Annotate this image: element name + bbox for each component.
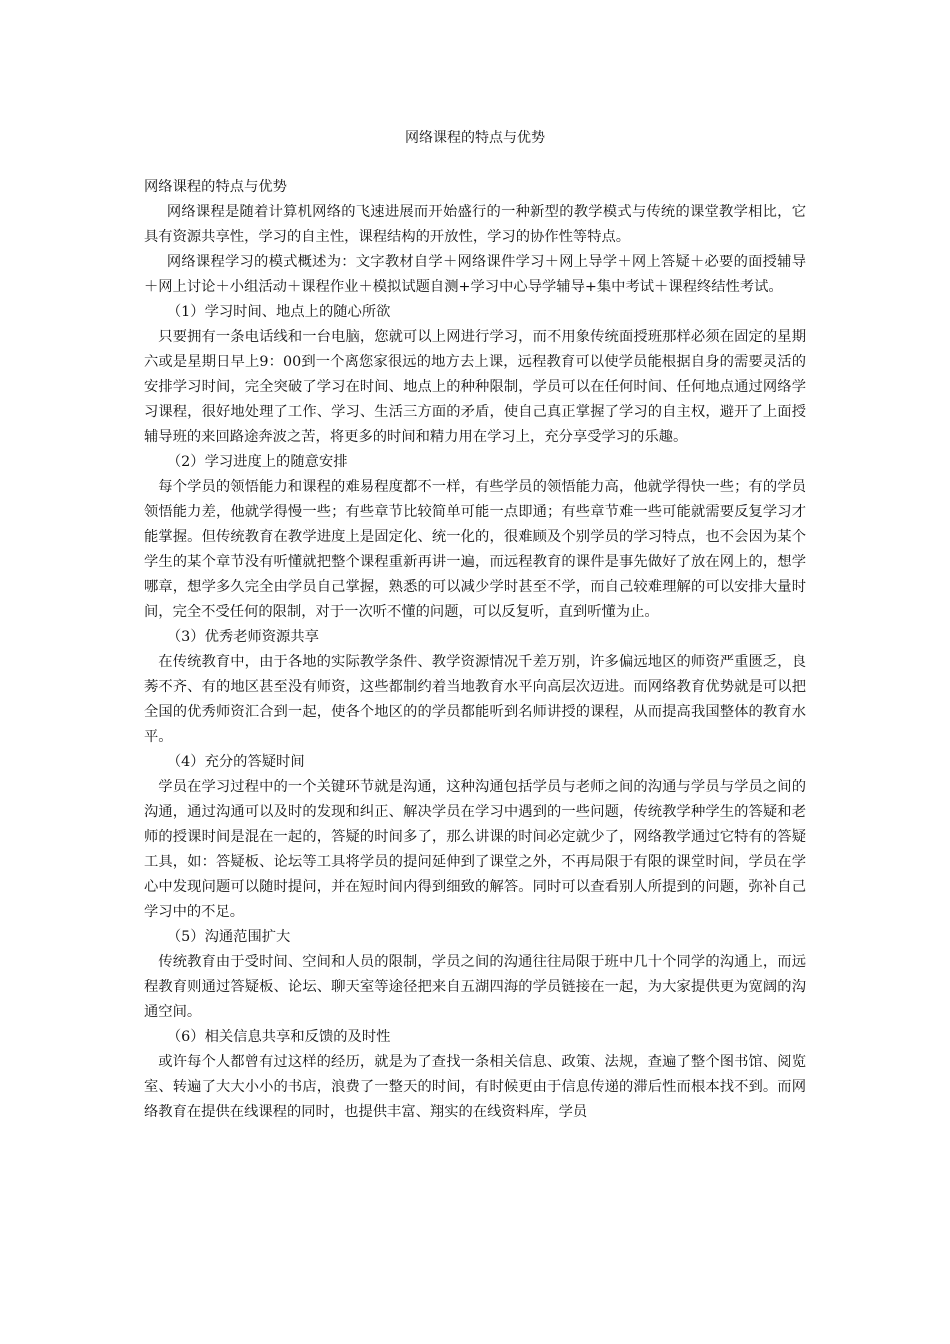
- paragraph-point-6: 或许每个人都曾有过这样的经历，就是为了查找一条相关信息、政策、法规，查遍了整个图书馆、阅览室、转遍了大大小小的书店，浪费了一整天的时间，有时候更由于信息传递的滞后性而根本找不到。而网络教育在提供在线课程的同时，也提供丰富、翔实的在线资料库，学员: [144, 1054, 806, 1120]
- paragraph-point-2: 每个学员的领悟能力和课程的难易程度都不一样，有些学员的领悟能力高，他就学得快一些；有的学员领悟能力差，他就学得慢一些；有些章节比较简单可能一点即通；有些章节难一些可能就需要反复学习才能掌握。但传统教育在教学进度上是固定化、统一化的，很难顾及个别学员的学习特点，也不会因为某个学生的某个章节没有听懂就把整个课程重新再讲一遍，而远程教育的课件是事先做好了放在网上的，想学哪章，想学多久完全由学员自己掌握，熟悉的可以减少学时甚至不学，而自己较难理解的可以安排大量时间，完全不受任何的限制，对于一次听不懂的问题，可以反复听，直到听懂为止。: [144, 479, 806, 620]
- paragraph-intro: 网络课程是随着计算机网络的飞速进展而开始盛行的一种新型的教学模式与传统的课堂教学相比，它具有资源共享性，学习的自主性，课程结构的开放性，学习的协作性等特点。: [144, 204, 806, 245]
- heading-point-1: （1）学习时间、地点上的随心所欲: [166, 304, 391, 320]
- paragraph-learning-mode: 网络课程学习的模式概述为：文字教材自学＋网络课件学习＋网上导学＋网上答疑＋必要的面授辅导＋网上讨论＋小组活动＋课程作业＋模拟试题自测+学习中心导学辅导+集中考试＋课程终结性考试。: [144, 254, 806, 295]
- document-title: 网络课程的特点与优势: [405, 130, 545, 146]
- heading-point-6: （6）相关信息共享和反馈的及时性: [166, 1029, 391, 1045]
- heading-point-2: （2）学习进度上的随意安排: [166, 454, 348, 470]
- heading-point-3: （3）优秀老师资源共享: [166, 629, 319, 645]
- heading-point-5: （5）沟通范围扩大: [166, 929, 291, 945]
- heading-point-4: （4）充分的答疑时间: [166, 754, 305, 770]
- paragraph-point-1: 只要拥有一条电话线和一台电脑，您就可以上网进行学习，而不用象传统面授班那样必须在固定的星期六或是星期日早上9：00到一个离您家很远的地方去上课，远程教育可以使学员能根据自身的需要灵活的安排学习时间，完全突破了学习在时间、地点上的种种限制，学员可以在任何时间、任何地点通过网络学习课程，很好地处理了工作、学习、生活三方面的矛盾，使自己真正掌握了学习的自主权，避开了上面授辅导班的来回路途奔波之苦，将更多的时间和精力用在学习上，充分享受学习的乐趣。: [144, 329, 806, 445]
- section-subtitle: 网络课程的特点与优势: [144, 179, 287, 195]
- paragraph-point-5: 传统教育由于受时间、空间和人员的限制，学员之间的沟通往往局限于班中几十个同学的沟通上，而远程教育则通过答疑板、论坛、聊天室等途径把来自五湖四海的学员链接在一起，为大家提供更为宽阔的沟通空间。: [144, 954, 806, 1020]
- paragraph-point-4: 学员在学习过程中的一个关键环节就是沟通，这种沟通包括学员与老师之间的沟通与学员与学员之间的沟通，通过沟通可以及时的发现和纠正、解决学员在学习中遇到的一些问题，传统教学种学生的答疑和老师的授课时间是混在一起的，答疑的时间多了，那么讲课的时间必定就少了，网络教学通过它特有的答疑工具，如：答疑板、论坛等工具将学员的提问延伸到了课堂之外，不再局限于有限的课堂时间，学员在学心中发现问题可以随时提问，并在短时间内得到细致的解答。同时可以查看别人所提到的问题，弥补自己学习中的不足。: [144, 779, 806, 920]
- paragraph-point-3: 在传统教育中，由于各地的实际教学条件、教学资源情况千差万别，许多偏远地区的师资严重匮乏，良莠不齐、有的地区甚至没有师资，这些都制约着当地教育水平向高层次迈进。而网络教育优势就是可以把全国的优秀师资汇合到一起，使各个地区的的学员都能听到名师讲授的课程，从而提高我国整体的教育水平。: [144, 654, 806, 745]
- document-body: [144, 175, 806, 1125]
